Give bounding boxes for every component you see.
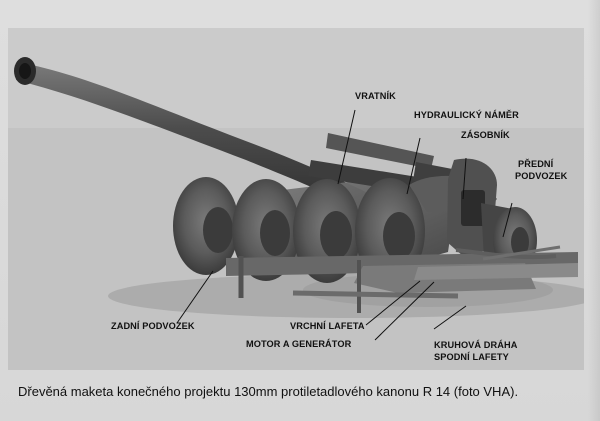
label-hydraulicky-namer: HYDRAULICKÝ NÁMĚR: [414, 110, 519, 120]
label-vratnik: VRATNÍK: [355, 91, 396, 101]
gun-mockup-photo: [8, 28, 584, 370]
label-motor-a-generator: MOTOR A GENERÁTOR: [246, 339, 352, 349]
photo-caption: Dřevěná maketa konečného projektu 130mm protiletadlového kanonu R 14 (foto VHA).: [18, 384, 519, 399]
label-kruhova-draha-line1: KRUHOVÁ DRÁHA: [434, 340, 518, 350]
bleed-through-text: [10, 0, 600, 28]
photo: [8, 28, 584, 370]
page-edge-shadow: [588, 0, 600, 421]
label-zadni-podvozek: ZADNÍ PODVOZEK: [111, 321, 195, 331]
label-zasobnik: ZÁSOBNÍK: [461, 130, 510, 140]
label-kruhova-draha-line2: SPODNÍ LAFETY: [434, 352, 509, 362]
label-predni-podvozek-line2: PODVOZEK: [515, 171, 568, 181]
label-predni-podvozek-line1: PŘEDNÍ: [518, 159, 554, 169]
label-vrchni-lafeta: VRCHNÍ LAFETA: [290, 321, 365, 331]
